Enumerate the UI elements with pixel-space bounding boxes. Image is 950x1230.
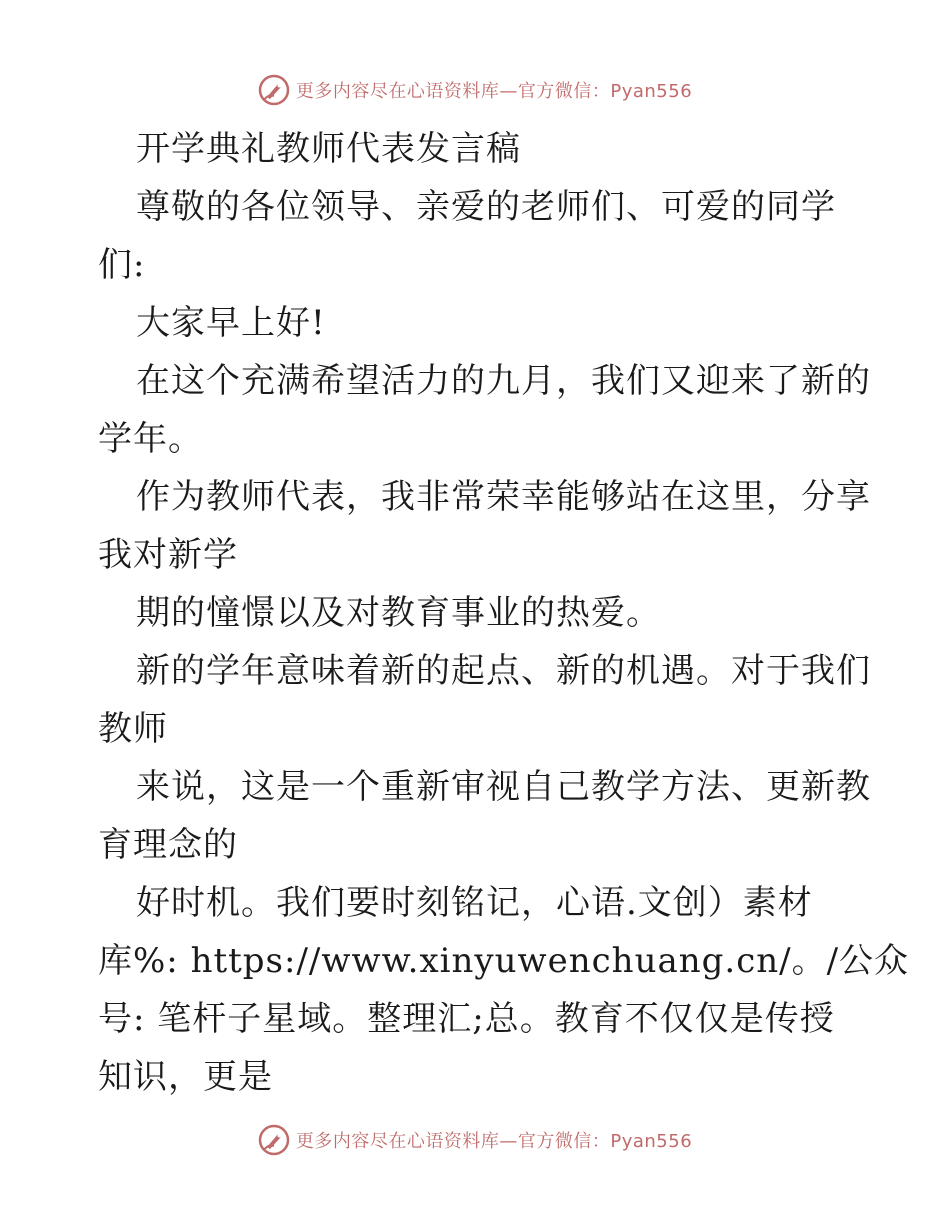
text-line: 开学典礼教师代表发言稿 bbox=[136, 129, 521, 169]
text-line: 好时机。我们要时刻铭记，心语.文创）素材 bbox=[136, 883, 813, 923]
text-line: 我对新学 bbox=[98, 535, 238, 575]
text-line: 号: 笔杆子星域。整理汇;总。教育不仅仅是传授 bbox=[98, 999, 835, 1039]
header-watermark-text: 更多内容尽在心语资料库—官方微信：Pyan556 bbox=[295, 81, 693, 102]
text-line: 大家早上好! bbox=[136, 303, 326, 343]
footer-watermark-text: 更多内容尽在心语资料库—官方微信：Pyan556 bbox=[295, 1131, 693, 1152]
text-line: 来说，这是一个重新审视自己教学方法、更新教 bbox=[136, 767, 871, 807]
document-body bbox=[98, 120, 910, 1106]
pen-logo-icon bbox=[258, 1124, 290, 1156]
footer-watermark bbox=[0, 1120, 950, 1160]
text-line: 新的学年意味着新的起点、新的机遇。对于我们 bbox=[136, 651, 871, 691]
text-line: 库%: https://www.xinyuwenchuang.cn/。/公众 bbox=[98, 941, 910, 981]
text-line: 教师 bbox=[98, 709, 168, 749]
pen-logo-icon bbox=[258, 74, 290, 106]
text-line: 在这个充满希望活力的九月，我们又迎来了新的 bbox=[136, 361, 871, 401]
header-watermark bbox=[0, 70, 950, 110]
text-line: 知识，更是 bbox=[98, 1057, 273, 1097]
text-line: 期的憧憬以及对教育事业的热爱。 bbox=[136, 593, 661, 633]
text-line: 作为教师代表，我非常荣幸能够站在这里，分享 bbox=[136, 477, 871, 517]
text-line: 育理念的 bbox=[98, 825, 238, 865]
text-line: 学年。 bbox=[98, 419, 203, 459]
text-line: 们: bbox=[98, 245, 146, 285]
text-line: 尊敬的各位领导、亲爱的老师们、可爱的同学 bbox=[136, 187, 836, 227]
